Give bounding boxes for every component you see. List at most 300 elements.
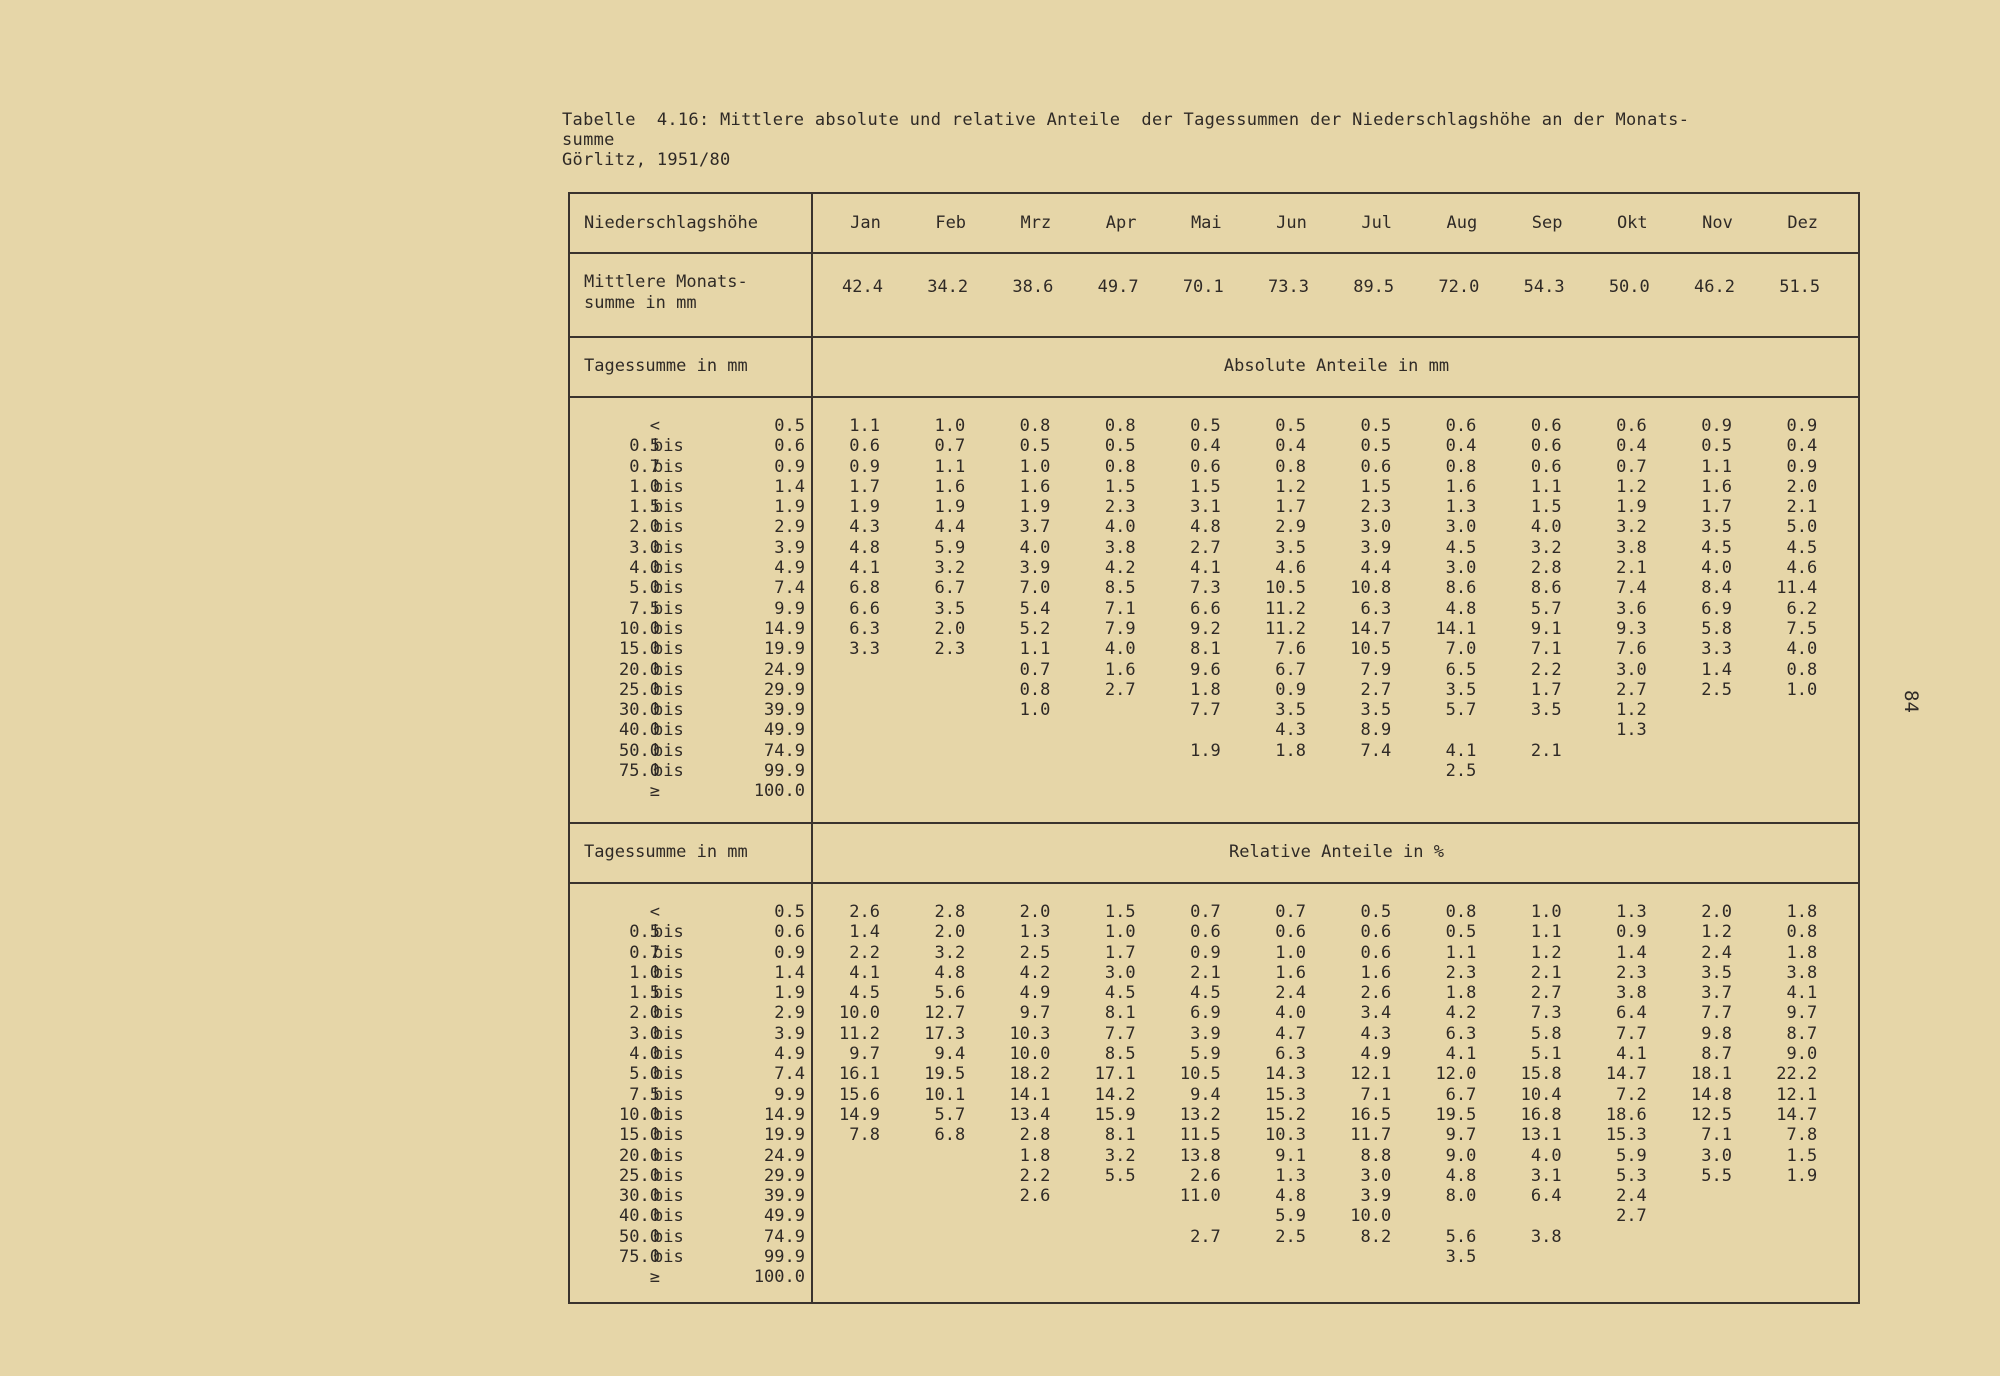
relative-value: 3.9 bbox=[1360, 1186, 1392, 1207]
absolute-value: 4.1 bbox=[1190, 558, 1221, 579]
relative-column-jan bbox=[815, 902, 900, 1288]
relative-value: 2.4 bbox=[1616, 1186, 1647, 1207]
absolute-value: 4.0 bbox=[1786, 639, 1818, 660]
relative-value: 10.3 bbox=[1265, 1125, 1306, 1146]
relative-value: 15.6 bbox=[839, 1084, 880, 1105]
range-row bbox=[590, 639, 805, 659]
range-from: 3.0 bbox=[629, 1023, 660, 1044]
relative-value: 5.1 bbox=[1530, 1044, 1562, 1065]
absolute-value: 1.6 bbox=[1019, 476, 1051, 497]
relative-value bbox=[985, 1206, 1070, 1226]
absolute-value: 4.8 bbox=[1190, 517, 1221, 538]
range-to: 2.9 bbox=[774, 517, 805, 538]
range-to: 39.9 bbox=[764, 700, 805, 721]
absolute-value: 3.8 bbox=[1616, 537, 1647, 558]
relative-value: 7.3 bbox=[1530, 1003, 1562, 1024]
month-header-okt: Okt bbox=[1616, 213, 1648, 233]
relative-value: 12.5 bbox=[1691, 1104, 1732, 1125]
range-row bbox=[590, 1267, 805, 1287]
relative-value: 4.5 bbox=[1190, 983, 1221, 1004]
absolute-value: 0.5 bbox=[1360, 416, 1392, 436]
range-from: 50.0 bbox=[619, 1226, 660, 1247]
relative-value: 9.0 bbox=[1445, 1145, 1477, 1166]
range-row bbox=[590, 1024, 805, 1044]
range-from: 30.0 bbox=[619, 1186, 660, 1207]
absolute-value: 0.5 bbox=[1701, 436, 1732, 457]
range-row bbox=[590, 619, 805, 639]
range-bis: bis bbox=[653, 1084, 684, 1105]
relative-value: 0.6 bbox=[1190, 922, 1221, 943]
range-bis: bis bbox=[653, 1003, 684, 1024]
relative-value: 15.2 bbox=[1265, 1104, 1306, 1125]
caption-line-3: Görlitz, 1951/80 bbox=[562, 150, 731, 170]
relative-value: 12.7 bbox=[924, 1003, 966, 1024]
range-to: 4.9 bbox=[774, 1044, 805, 1065]
row-divider bbox=[570, 336, 1858, 338]
absolute-column-apr bbox=[1071, 416, 1156, 802]
relative-value bbox=[1241, 1247, 1326, 1267]
relative-value bbox=[1752, 1206, 1837, 1226]
absolute-value: 7.3 bbox=[1190, 578, 1221, 599]
relative-value: 2.6 bbox=[1190, 1165, 1221, 1186]
absolute-value bbox=[1156, 720, 1241, 740]
relative-value: 11.5 bbox=[1179, 1125, 1221, 1146]
mean-label-line-2: summe in mm bbox=[584, 293, 697, 313]
absolute-value bbox=[1156, 781, 1241, 801]
range-bis: bis bbox=[653, 639, 684, 660]
absolute-value: 0.6 bbox=[1530, 436, 1562, 457]
relative-value: 8.5 bbox=[1104, 1044, 1136, 1065]
relative-value: 19.5 bbox=[924, 1064, 966, 1085]
range-row bbox=[590, 457, 805, 477]
absolute-value: 5.9 bbox=[934, 537, 966, 558]
relative-value: 15.3 bbox=[1265, 1084, 1306, 1105]
relative-value: 1.8 bbox=[1786, 942, 1818, 963]
absolute-value: 0.5 bbox=[1019, 436, 1051, 457]
mean-value: 49.7 bbox=[1097, 277, 1139, 297]
mean-values-row bbox=[813, 277, 1860, 317]
absolute-value: 4.1 bbox=[849, 558, 880, 579]
absolute-value: 4.4 bbox=[1360, 558, 1392, 579]
absolute-value: 7.1 bbox=[1104, 598, 1136, 619]
range-row bbox=[590, 781, 805, 801]
absolute-value bbox=[900, 781, 985, 801]
row-divider bbox=[570, 822, 1858, 824]
relative-value: 8.8 bbox=[1360, 1145, 1392, 1166]
absolute-value: 1.2 bbox=[1616, 476, 1647, 497]
range-bis: bis bbox=[653, 1104, 684, 1125]
range-bis: bis bbox=[653, 476, 684, 497]
range-to: 0.6 bbox=[774, 922, 805, 943]
range-bis: bis bbox=[653, 700, 684, 721]
relative-value: 2.5 bbox=[1019, 942, 1051, 963]
absolute-value: 4.5 bbox=[1445, 537, 1477, 558]
absolute-value: 4.0 bbox=[1530, 517, 1562, 538]
range-bis: bis bbox=[653, 1125, 684, 1146]
relative-column-sep bbox=[1497, 902, 1582, 1288]
range-bis: bis bbox=[653, 436, 684, 457]
month-header-apr: Apr bbox=[1105, 213, 1137, 233]
relative-value: 14.1 bbox=[1009, 1084, 1051, 1105]
absolute-value: 1.5 bbox=[1360, 476, 1392, 497]
absolute-value: 10.5 bbox=[1350, 639, 1392, 660]
relative-value: 1.6 bbox=[1275, 962, 1306, 983]
relative-value: 4.1 bbox=[1786, 983, 1818, 1004]
relative-value bbox=[900, 1247, 985, 1267]
absolute-value: 1.7 bbox=[1701, 497, 1732, 518]
absolute-value: 4.2 bbox=[1104, 558, 1136, 579]
range-to: 7.4 bbox=[774, 1064, 805, 1085]
range-bis: bis bbox=[653, 983, 684, 1004]
absolute-value bbox=[900, 761, 985, 781]
relative-value: 9.1 bbox=[1275, 1145, 1306, 1166]
range-bis: bis bbox=[653, 1145, 684, 1166]
relative-value: 6.4 bbox=[1530, 1186, 1562, 1207]
absolute-value: 3.5 bbox=[1275, 537, 1306, 558]
absolute-value: 9.2 bbox=[1190, 618, 1221, 639]
precipitation-table bbox=[568, 192, 1860, 1304]
relative-value: 2.6 bbox=[1360, 983, 1392, 1004]
absolute-value: 5.2 bbox=[1019, 618, 1051, 639]
absolute-value: 2.3 bbox=[934, 639, 966, 660]
range-row bbox=[590, 477, 805, 497]
absolute-value: 4.3 bbox=[1275, 720, 1306, 741]
relative-value: 3.7 bbox=[1701, 983, 1732, 1004]
absolute-value: 1.0 bbox=[1019, 700, 1051, 721]
absolute-value: 0.6 bbox=[1445, 416, 1477, 436]
relative-value: 0.5 bbox=[1445, 922, 1477, 943]
relative-column-mai bbox=[1156, 902, 1241, 1288]
relative-value: 10.5 bbox=[1179, 1064, 1221, 1085]
absolute-value: 3.3 bbox=[1701, 639, 1732, 660]
relative-value: 18.1 bbox=[1691, 1064, 1732, 1085]
range-row bbox=[590, 538, 805, 558]
relative-value: 4.5 bbox=[1104, 983, 1136, 1004]
range-from: 0.5 bbox=[629, 436, 660, 457]
absolute-value: 2.5 bbox=[1445, 761, 1477, 782]
absolute-value: 8.9 bbox=[1360, 720, 1392, 741]
relative-value bbox=[900, 1227, 985, 1247]
absolute-value: 0.8 bbox=[1445, 456, 1477, 477]
absolute-value: 1.3 bbox=[1445, 497, 1477, 518]
month-header-sep: Sep bbox=[1531, 213, 1563, 233]
absolute-value bbox=[815, 781, 900, 801]
range-to: 74.9 bbox=[764, 740, 805, 761]
page-number: 84 bbox=[1900, 690, 1922, 713]
relative-value: 7.8 bbox=[1786, 1125, 1818, 1146]
absolute-value bbox=[1667, 761, 1752, 781]
absolute-value: 3.5 bbox=[1445, 679, 1477, 700]
mean-value: 89.5 bbox=[1353, 277, 1395, 297]
absolute-label: Tagessumme in mm bbox=[584, 356, 748, 376]
range-from: 5.0 bbox=[629, 1064, 660, 1085]
range-to: 0.5 bbox=[774, 902, 805, 922]
relative-value bbox=[1497, 1267, 1582, 1287]
relative-value: 4.1 bbox=[849, 962, 880, 983]
range-to: 9.9 bbox=[774, 598, 805, 619]
range-row bbox=[590, 660, 805, 680]
range-bis: bis bbox=[653, 1044, 684, 1065]
absolute-value: 1.5 bbox=[1104, 476, 1136, 497]
range-to: 2.9 bbox=[774, 1003, 805, 1024]
relative-value: 2.2 bbox=[1019, 1165, 1051, 1186]
absolute-value: 0.4 bbox=[1190, 436, 1221, 457]
relative-value: 5.9 bbox=[1190, 1044, 1221, 1065]
absolute-value bbox=[985, 761, 1070, 781]
absolute-value: 2.0 bbox=[934, 618, 966, 639]
range-from: 40.0 bbox=[619, 720, 660, 741]
absolute-value: 1.9 bbox=[1019, 497, 1051, 518]
relative-value: 2.7 bbox=[1616, 1206, 1647, 1227]
range-row bbox=[590, 1044, 805, 1064]
absolute-value: 3.2 bbox=[934, 558, 966, 579]
absolute-value: 11.2 bbox=[1265, 598, 1306, 619]
absolute-value: 1.1 bbox=[1019, 639, 1051, 660]
relative-value: 11.7 bbox=[1350, 1125, 1392, 1146]
relative-value bbox=[1071, 1186, 1156, 1206]
absolute-value: 3.2 bbox=[1530, 537, 1562, 558]
range-to: 9.9 bbox=[774, 1084, 805, 1105]
range-bis: bis bbox=[653, 1206, 684, 1227]
relative-value: 14.7 bbox=[1776, 1104, 1818, 1125]
month-header-jul: Jul bbox=[1361, 213, 1393, 233]
relative-value: 1.5 bbox=[1104, 902, 1136, 922]
absolute-value: 2.7 bbox=[1104, 679, 1136, 700]
range-row bbox=[590, 720, 805, 740]
absolute-value bbox=[985, 720, 1070, 740]
relative-column-mrz bbox=[985, 902, 1070, 1288]
absolute-value: 8.4 bbox=[1701, 578, 1732, 599]
mean-value: 34.2 bbox=[927, 277, 969, 297]
relative-value: 7.7 bbox=[1616, 1023, 1647, 1044]
absolute-value bbox=[815, 700, 900, 720]
absolute-value: 1.0 bbox=[1019, 456, 1051, 477]
relative-value bbox=[815, 1267, 900, 1287]
absolute-value: 2.3 bbox=[1104, 497, 1136, 518]
absolute-value: 0.4 bbox=[1616, 436, 1647, 457]
caption-line-1: Tabelle 4.16: Mittlere absolute und relative Anteile der Tagessummen der Niederschlagshöhe an der Monats- bbox=[562, 110, 1690, 130]
absolute-value bbox=[1497, 761, 1582, 781]
absolute-value: 0.8 bbox=[1275, 456, 1306, 477]
range-bis: bis bbox=[653, 761, 684, 782]
absolute-value bbox=[1582, 741, 1667, 761]
range-row bbox=[590, 1186, 805, 1206]
relative-value: 3.0 bbox=[1104, 962, 1136, 983]
range-bis: bis bbox=[653, 922, 684, 943]
relative-value bbox=[1752, 1186, 1837, 1206]
month-header-aug: Aug bbox=[1446, 213, 1478, 233]
absolute-value: 4.3 bbox=[849, 517, 880, 538]
relative-value: 2.7 bbox=[1530, 983, 1562, 1004]
relative-value: 5.8 bbox=[1530, 1023, 1562, 1044]
relative-value: 15.8 bbox=[1520, 1064, 1562, 1085]
relative-value: 14.9 bbox=[839, 1104, 880, 1125]
relative-value: 12.0 bbox=[1435, 1064, 1477, 1085]
relative-value bbox=[815, 1166, 900, 1186]
absolute-value: 4.8 bbox=[849, 537, 880, 558]
range-to: 14.9 bbox=[764, 618, 805, 639]
absolute-value: 3.0 bbox=[1445, 558, 1477, 579]
absolute-value bbox=[1582, 761, 1667, 781]
absolute-value: 7.9 bbox=[1104, 618, 1136, 639]
relative-value bbox=[1582, 1227, 1667, 1247]
relative-value: 2.2 bbox=[849, 942, 880, 963]
relative-value bbox=[985, 1227, 1070, 1247]
relative-value: 16.5 bbox=[1350, 1104, 1392, 1125]
relative-value: 5.5 bbox=[1104, 1165, 1136, 1186]
absolute-value: 6.5 bbox=[1445, 659, 1477, 680]
absolute-value: 9.6 bbox=[1190, 659, 1221, 680]
absolute-value: 1.4 bbox=[1701, 659, 1732, 680]
range-row bbox=[590, 497, 805, 517]
absolute-value: 1.1 bbox=[1530, 476, 1562, 497]
range-to: 0.6 bbox=[774, 436, 805, 457]
relative-value: 1.8 bbox=[1019, 1145, 1051, 1166]
range-row bbox=[590, 416, 805, 436]
absolute-value: 6.6 bbox=[1190, 598, 1221, 619]
caption-line-2: summe bbox=[562, 130, 615, 150]
range-from: 1.5 bbox=[629, 983, 660, 1004]
range-row bbox=[590, 1105, 805, 1125]
range-row bbox=[590, 700, 805, 720]
absolute-value bbox=[1497, 720, 1582, 740]
relative-value: 2.4 bbox=[1701, 942, 1732, 963]
range-bis: bis bbox=[653, 1247, 684, 1268]
relative-value: 1.0 bbox=[1530, 902, 1562, 922]
absolute-column-jul bbox=[1326, 416, 1411, 802]
relative-value: 18.2 bbox=[1009, 1064, 1051, 1085]
absolute-value bbox=[1071, 781, 1156, 801]
range-to: 1.9 bbox=[774, 983, 805, 1004]
relative-value bbox=[1582, 1247, 1667, 1267]
absolute-value bbox=[1667, 741, 1752, 761]
absolute-value: 7.6 bbox=[1616, 639, 1647, 660]
relative-value: 0.6 bbox=[1275, 922, 1306, 943]
relative-value: 4.0 bbox=[1275, 1003, 1306, 1024]
absolute-value: 6.9 bbox=[1701, 598, 1732, 619]
absolute-value: 0.5 bbox=[1275, 416, 1306, 436]
absolute-value bbox=[1667, 700, 1752, 720]
range-to: 29.9 bbox=[764, 1165, 805, 1186]
relative-value: 1.1 bbox=[1445, 942, 1477, 963]
row-divider bbox=[570, 882, 1858, 884]
absolute-value: 3.9 bbox=[1019, 558, 1051, 579]
relative-value: 10.0 bbox=[1009, 1044, 1051, 1065]
relative-value: 5.7 bbox=[934, 1104, 966, 1125]
absolute-column-okt bbox=[1582, 416, 1667, 802]
relative-value bbox=[1411, 1267, 1496, 1287]
absolute-value bbox=[815, 720, 900, 740]
absolute-value: 3.5 bbox=[1275, 700, 1306, 721]
range-row bbox=[590, 1247, 805, 1267]
range-from: 0.7 bbox=[629, 942, 660, 963]
absolute-column-dez bbox=[1752, 416, 1837, 802]
relative-value: 1.3 bbox=[1616, 902, 1647, 922]
absolute-value: 7.7 bbox=[1190, 700, 1221, 721]
absolute-value bbox=[815, 761, 900, 781]
mean-value: 38.6 bbox=[1012, 277, 1054, 297]
range-bis: bis bbox=[653, 517, 684, 538]
absolute-value bbox=[900, 741, 985, 761]
relative-value bbox=[1752, 1267, 1837, 1287]
relative-value: 22.2 bbox=[1776, 1064, 1818, 1085]
range-bis: bis bbox=[653, 1023, 684, 1044]
range-to: 0.5 bbox=[774, 416, 805, 436]
range-row bbox=[590, 922, 805, 942]
relative-value: 17.1 bbox=[1094, 1064, 1136, 1085]
absolute-value: 7.4 bbox=[1360, 740, 1392, 761]
range-to: 4.9 bbox=[774, 558, 805, 579]
absolute-value: 0.5 bbox=[1190, 416, 1221, 436]
range-to: 7.4 bbox=[774, 578, 805, 599]
relative-value: 5.6 bbox=[934, 983, 966, 1004]
absolute-value bbox=[1667, 720, 1752, 740]
absolute-value bbox=[815, 741, 900, 761]
range-to: 100.0 bbox=[753, 1267, 805, 1288]
absolute-value bbox=[900, 720, 985, 740]
range-bis: bis bbox=[653, 558, 684, 579]
relative-value: 4.1 bbox=[1616, 1044, 1647, 1065]
absolute-value: 6.6 bbox=[849, 598, 880, 619]
range-bis: bis bbox=[653, 598, 684, 619]
relative-value: 6.7 bbox=[1445, 1084, 1477, 1105]
absolute-value: 3.7 bbox=[1019, 517, 1051, 538]
range-row bbox=[590, 1146, 805, 1166]
range-from: 25.0 bbox=[619, 1165, 660, 1186]
range-from: 1.5 bbox=[629, 497, 660, 518]
relative-value: 9.7 bbox=[1445, 1125, 1477, 1146]
absolute-value: 2.2 bbox=[1530, 659, 1562, 680]
relative-value: 0.9 bbox=[1616, 922, 1647, 943]
relative-value: 4.0 bbox=[1530, 1145, 1562, 1166]
range-bis: bis bbox=[653, 720, 684, 741]
relative-range-list bbox=[590, 902, 805, 1288]
range-from: 30.0 bbox=[619, 700, 660, 721]
range-row bbox=[590, 1227, 805, 1247]
absolute-value: 2.7 bbox=[1360, 679, 1392, 700]
relative-value bbox=[900, 1146, 985, 1166]
range-to: 0.9 bbox=[774, 942, 805, 963]
relative-value: 1.4 bbox=[849, 922, 880, 943]
relative-value: 2.4 bbox=[1275, 983, 1306, 1004]
absolute-value: 11.4 bbox=[1776, 578, 1818, 599]
relative-value: 6.4 bbox=[1616, 1003, 1647, 1024]
range-from: 50.0 bbox=[619, 740, 660, 761]
absolute-value: 0.8 bbox=[1019, 416, 1051, 436]
absolute-value: 1.9 bbox=[934, 497, 966, 518]
range-from: 25.0 bbox=[619, 679, 660, 700]
relative-value: 7.8 bbox=[849, 1125, 880, 1146]
absolute-value bbox=[900, 680, 985, 700]
absolute-value bbox=[1752, 720, 1837, 740]
absolute-value: 10.5 bbox=[1265, 578, 1306, 599]
absolute-value: 5.4 bbox=[1019, 598, 1051, 619]
relative-value: 2.3 bbox=[1616, 962, 1647, 983]
relative-value bbox=[1752, 1247, 1837, 1267]
relative-value: 14.7 bbox=[1605, 1064, 1647, 1085]
absolute-column-mrz bbox=[985, 416, 1070, 802]
relative-value bbox=[1071, 1247, 1156, 1267]
relative-value: 5.9 bbox=[1616, 1145, 1647, 1166]
relative-value bbox=[1667, 1227, 1752, 1247]
range-row bbox=[590, 1085, 805, 1105]
absolute-value bbox=[1326, 761, 1411, 781]
relative-value: 2.0 bbox=[934, 922, 966, 943]
absolute-value bbox=[1241, 781, 1326, 801]
relative-value: 12.1 bbox=[1350, 1064, 1392, 1085]
mean-value: 73.3 bbox=[1268, 277, 1309, 297]
relative-value: 8.0 bbox=[1445, 1186, 1477, 1207]
